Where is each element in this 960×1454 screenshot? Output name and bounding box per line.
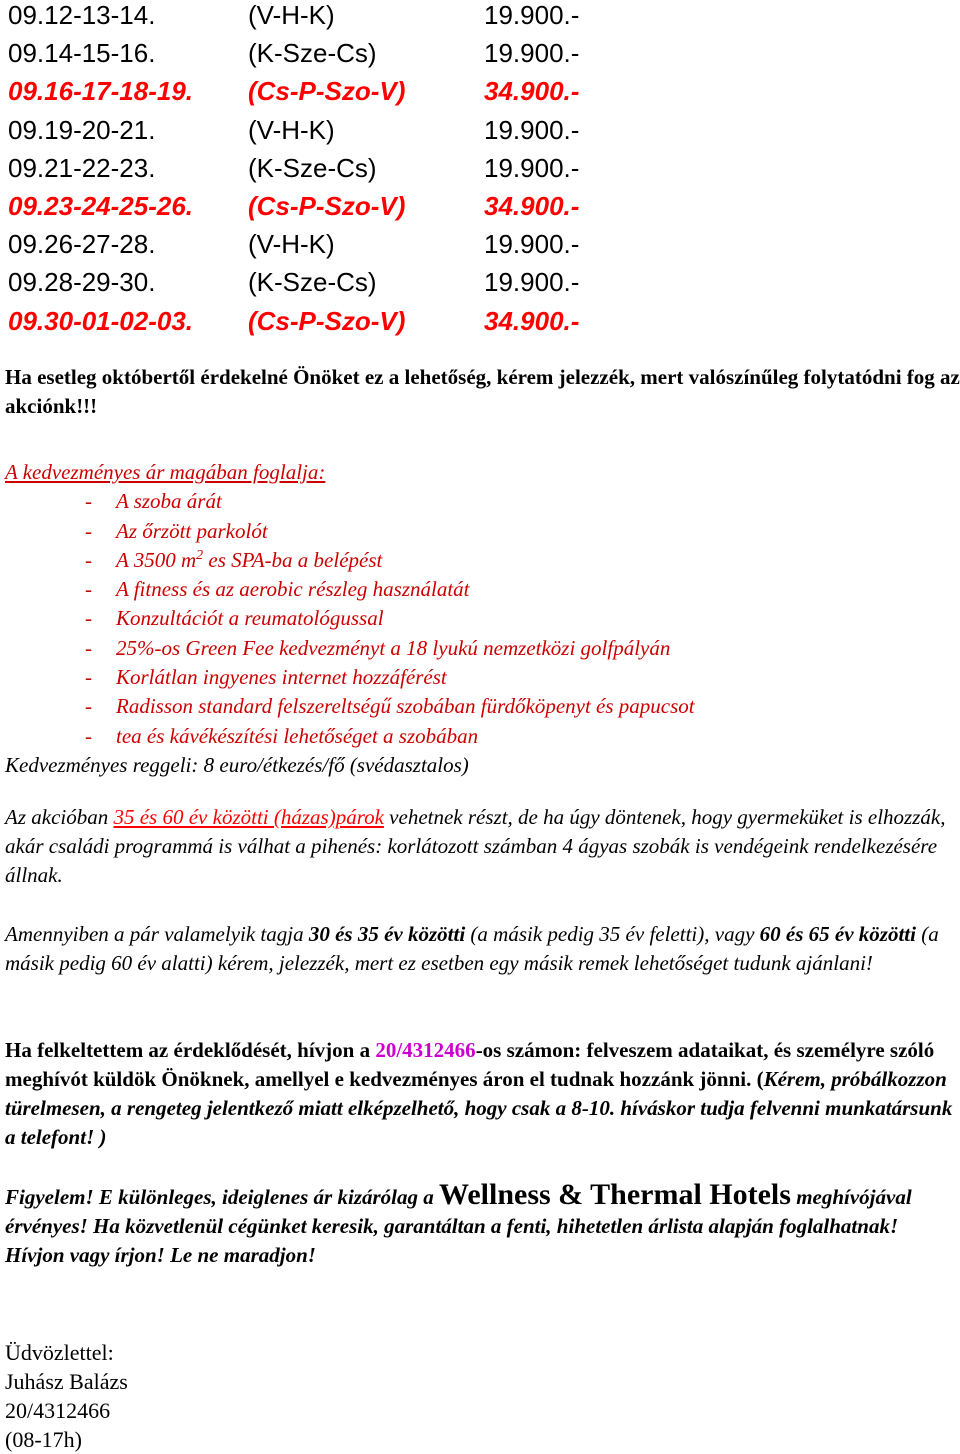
list-item-text: A 3500 m — [116, 547, 197, 572]
text: Ha felkeltettem az érdeklődését, hívjon a — [5, 1038, 376, 1062]
bullet-dash: - — [85, 606, 92, 631]
includes-title: A kedvezményes ár magában foglalja: — [5, 460, 326, 484]
target-couples-highlight: 35 és 60 év közötti (házas)párok — [113, 805, 384, 829]
text: (a másik pedig 35 év feletti), vagy — [465, 922, 760, 946]
schedule-price: 19.900.- — [484, 267, 580, 298]
bullet-dash: - — [85, 518, 92, 543]
list-item-text: A fitness és az aerobic részleg használatát — [116, 577, 470, 602]
brand-name: Wellness & Thermal Hotels — [439, 1178, 791, 1211]
schedule-dates: 09.28-29-30. — [8, 267, 156, 298]
schedule-days: (Cs-P-Szo-V) — [248, 190, 406, 221]
list-item-text: A szoba árát — [116, 489, 222, 514]
text: meghívójával érvényes! Ha közvetlenül cégünket keresik, garantáltan a fenti, hihetetlen árlista alapján foglalhatnak! Hívjon vagy írjon! Le ne maradjon! — [5, 1185, 912, 1267]
schedule-dates: 09.16-17-18-19. — [8, 76, 194, 107]
schedule-dates: 09.26-27-28. — [8, 229, 156, 260]
text: Figyelem! E különleges, ideiglenes ár kizárólag a — [5, 1185, 439, 1209]
list-item-text: es SPA-ba a belépést — [203, 547, 383, 572]
text-italic: Kérem, próbálkozzon türelmesen, a rengeteg jelentkező miatt elképzelhető, hogy csak a 8-10. híváskor tudja felvenni munkatársunk a telefont! ) — [5, 1067, 953, 1149]
list-item-text: Konzultációt a reumatológussal — [116, 606, 384, 631]
schedule-dates: 09.21-22-23. — [8, 152, 156, 183]
october-note: Ha esetleg októbertől érdekelné Önöket ez a lehetőség, kérem jelezzék, mert valószínűleg folytatódni fog az akciónk!!! — [5, 365, 960, 418]
schedule-price: 19.900.- — [484, 38, 580, 69]
age-note-paragraph — [5, 920, 960, 978]
list-item — [5, 546, 695, 575]
signature — [5, 1338, 128, 1454]
schedule-dates: 09.23-24-25-26. — [8, 190, 194, 221]
list-item — [5, 634, 695, 663]
call-paragraph — [5, 1036, 960, 1152]
greeting: Üdvözlettel: — [5, 1340, 114, 1365]
bullet-dash: - — [85, 489, 92, 514]
bullet-dash: - — [85, 694, 92, 719]
text: (a másik pedig 60 év alatti) kérem, jelezzék, mert ez esetben egy másik remek lehetőséget tudunk ajánlani! — [5, 922, 939, 975]
list-item — [5, 487, 695, 516]
schedule-price: 34.900.- — [484, 76, 580, 107]
list-item-text: 25%-os Green Fee kedvezményt a 18 lyukú nemzetközi golfpályán — [116, 635, 671, 660]
schedule-days: (Cs-P-Szo-V) — [248, 76, 406, 107]
list-item-text: Az őrzött parkolót — [116, 518, 268, 543]
schedule-dates: 09.14-15-16. — [8, 38, 156, 69]
schedule-price: 19.900.- — [484, 152, 580, 183]
phone-number[interactable]: 20/4312466 — [375, 1038, 476, 1062]
office-hours: (08-17h) — [5, 1427, 82, 1452]
list-item — [5, 692, 695, 721]
list-item — [5, 575, 695, 604]
text: vehetnek részt, de ha úgy döntenek, hogy gyermeküket is elhozzák, akár családi programmá is válhat a pihenés: korlátozott számban 4 ágyas szobák is vendégeink rendelkezésére állnak. — [5, 805, 946, 887]
list-item — [5, 517, 695, 546]
bullet-dash: - — [85, 723, 92, 748]
couples-paragraph — [5, 803, 960, 890]
schedule-price: 19.900.- — [484, 229, 580, 260]
schedule-dates: 09.30-01-02-03. — [8, 305, 194, 336]
age-range-bold: 60 és 65 év közötti — [759, 922, 916, 946]
list-item-text: Korlátlan ingyenes internet hozzáférést — [116, 665, 447, 690]
list-item — [5, 722, 695, 751]
schedule-price: 19.900.- — [484, 0, 580, 30]
schedule-days: (K-Sze-Cs) — [248, 152, 377, 183]
list-item — [5, 604, 695, 633]
superscript: 2 — [196, 547, 204, 563]
list-item — [5, 663, 695, 692]
schedule-days: (Cs-P-Szo-V) — [248, 305, 406, 336]
list-item-text: Radisson standard felszereltségű szobában fürdőköpenyt és papucsot — [116, 694, 695, 719]
age-range-bold: 30 és 35 év közötti — [308, 922, 466, 946]
schedule-days: (V-H-K) — [248, 114, 335, 145]
notice-paragraph — [5, 1180, 960, 1270]
text: -os számon: felveszem adataikat, és személyre szóló meghívót küldök Önöknek, amellyel e kedvezményes áron el tudnak hozzánk jönni. ( — [5, 1038, 935, 1091]
schedule-days: (V-H-K) — [248, 229, 335, 260]
schedule-days: (V-H-K) — [248, 0, 335, 30]
list-item-text: tea és kávékészítési lehetőséget a szobában — [116, 723, 479, 748]
schedule-days: (K-Sze-Cs) — [248, 267, 377, 298]
includes-section — [5, 458, 695, 780]
bullet-dash: - — [85, 635, 92, 660]
schedule-dates: 09.12-13-14. — [8, 0, 156, 30]
text: Amennyiben a pár valamelyik tagja — [5, 922, 309, 946]
schedule-dates: 09.19-20-21. — [8, 114, 156, 145]
schedule-price: 34.900.- — [484, 305, 580, 336]
breakfast-note: Kedvezményes reggeli: 8 euro/étkezés/fő (svédasztalos) — [5, 752, 469, 777]
schedule-price: 19.900.- — [484, 114, 580, 145]
signer-phone[interactable]: 20/4312466 — [5, 1398, 111, 1423]
bullet-dash: - — [85, 665, 92, 690]
signer-name: Juhász Balázs — [5, 1369, 128, 1394]
bullet-dash: - — [85, 547, 92, 572]
schedule-price: 34.900.- — [484, 190, 580, 221]
text: Az akcióban — [5, 805, 114, 829]
bullet-dash: - — [85, 577, 92, 602]
schedule-days: (K-Sze-Cs) — [248, 38, 377, 69]
